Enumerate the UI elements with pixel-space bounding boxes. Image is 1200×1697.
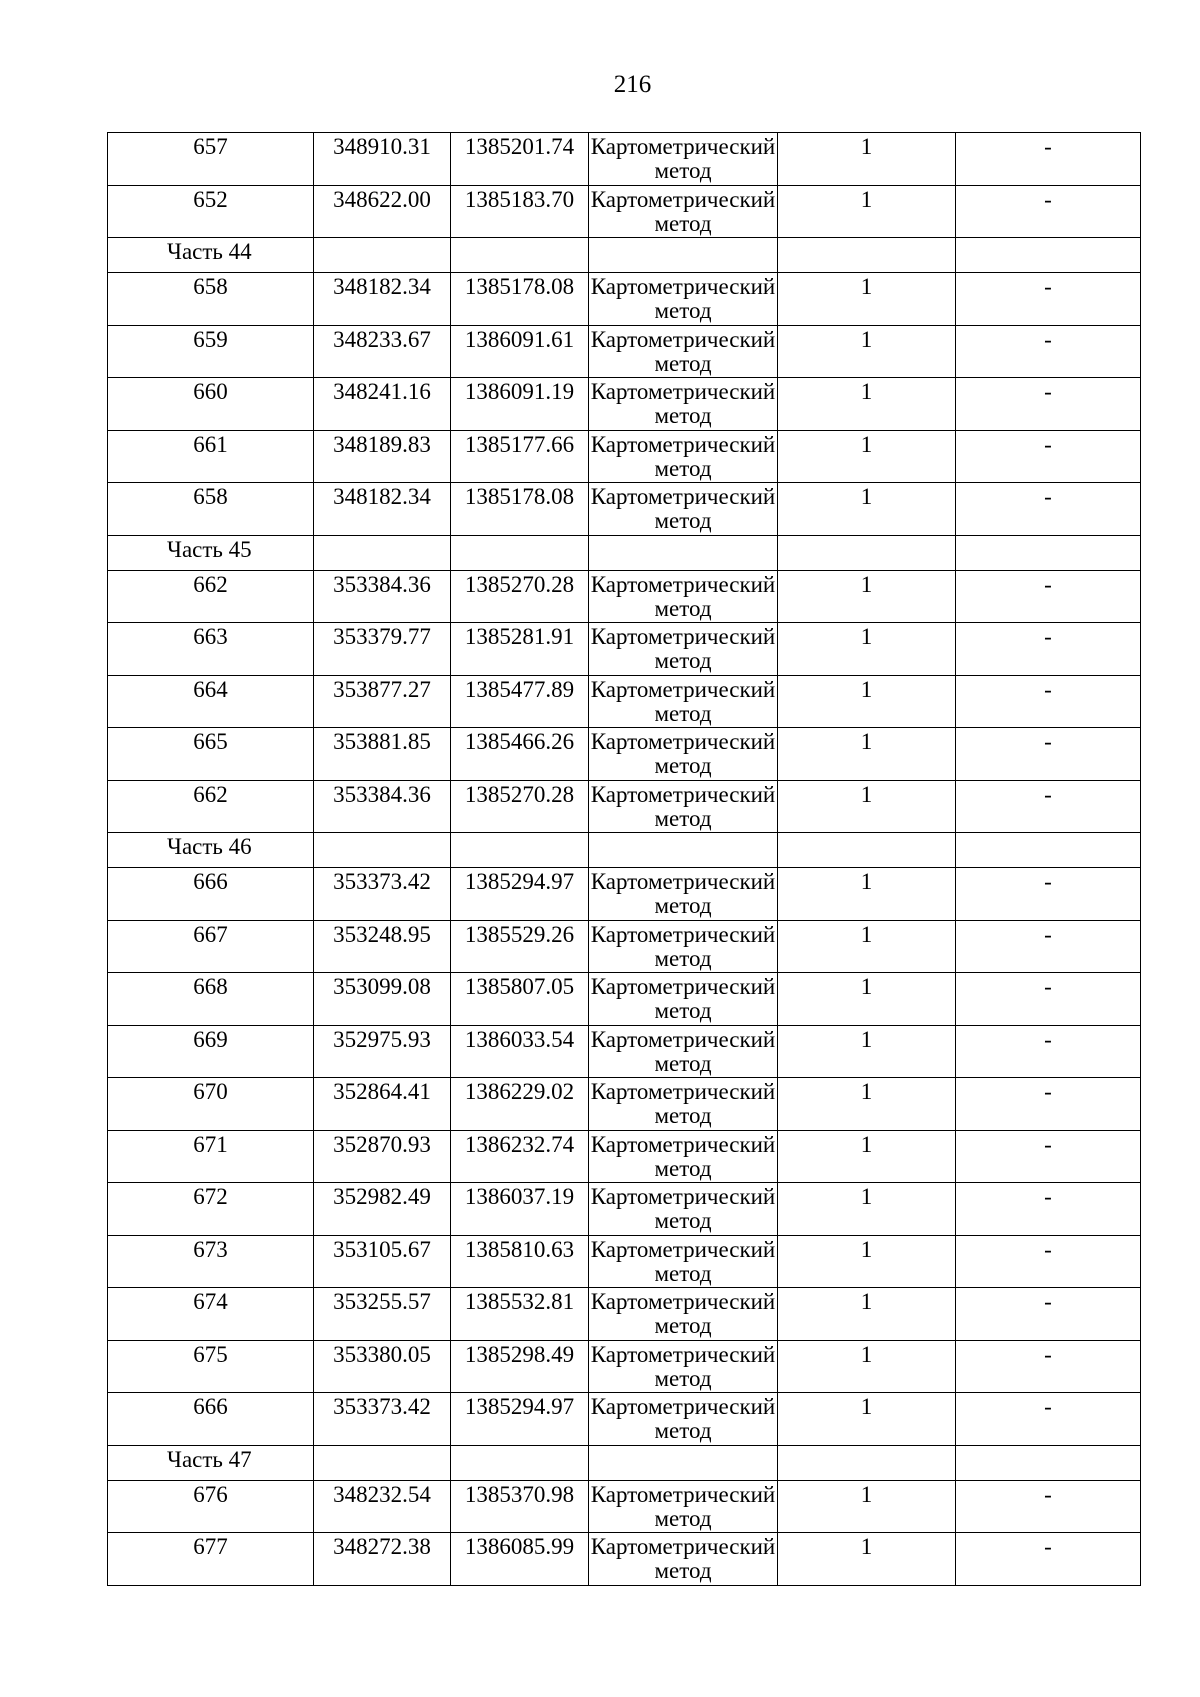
note-cell: - — [956, 1393, 1141, 1446]
empty-cell — [956, 1445, 1141, 1480]
accuracy-cell: 1 — [778, 133, 956, 186]
note-cell: - — [956, 973, 1141, 1026]
table-row — [108, 1340, 1141, 1393]
point-number-cell: 676 — [108, 1480, 314, 1533]
note-cell: - — [956, 728, 1141, 781]
point-number-cell: 668 — [108, 973, 314, 1026]
table-row — [108, 273, 1141, 326]
table-row — [108, 1288, 1141, 1341]
x-coordinate-cell: 353099.08 — [314, 973, 451, 1026]
point-number-cell: 677 — [108, 1533, 314, 1586]
note-cell: - — [956, 273, 1141, 326]
point-number-cell: 669 — [108, 1025, 314, 1078]
x-coordinate-cell: 348182.34 — [314, 273, 451, 326]
table-row — [108, 1533, 1141, 1586]
note-cell: - — [956, 185, 1141, 238]
table-row — [108, 570, 1141, 623]
x-coordinate-cell: 353881.85 — [314, 728, 451, 781]
y-coordinate-cell: 1386085.99 — [451, 1533, 589, 1586]
method-cell: Картометрический метод — [589, 973, 778, 1026]
table-row — [108, 675, 1141, 728]
accuracy-cell: 1 — [778, 570, 956, 623]
method-cell: Картометрический метод — [589, 185, 778, 238]
coordinates-table — [107, 132, 1141, 1586]
point-number-cell: 671 — [108, 1130, 314, 1183]
method-cell: Картометрический метод — [589, 1235, 778, 1288]
y-coordinate-cell: 1385177.66 — [451, 430, 589, 483]
method-cell: Картометрический метод — [589, 430, 778, 483]
point-number-cell: 659 — [108, 325, 314, 378]
x-coordinate-cell: 352975.93 — [314, 1025, 451, 1078]
table-row — [108, 185, 1141, 238]
method-cell: Картометрический метод — [589, 1393, 778, 1446]
x-coordinate-cell: 348182.34 — [314, 483, 451, 536]
part-label: Часть 46 — [108, 833, 314, 868]
point-number-cell: 658 — [108, 273, 314, 326]
empty-cell — [314, 1445, 451, 1480]
method-cell: Картометрический метод — [589, 1078, 778, 1131]
coordinates-table-body — [108, 133, 1141, 1586]
point-number-cell: 661 — [108, 430, 314, 483]
accuracy-cell: 1 — [778, 430, 956, 483]
point-number-cell: 670 — [108, 1078, 314, 1131]
x-coordinate-cell: 353877.27 — [314, 675, 451, 728]
note-cell: - — [956, 1130, 1141, 1183]
x-coordinate-cell: 353380.05 — [314, 1340, 451, 1393]
note-cell: - — [956, 780, 1141, 833]
note-cell: - — [956, 920, 1141, 973]
method-cell: Картометрический метод — [589, 1130, 778, 1183]
y-coordinate-cell: 1385466.26 — [451, 728, 589, 781]
x-coordinate-cell: 348241.16 — [314, 378, 451, 431]
empty-cell — [778, 833, 956, 868]
note-cell: - — [956, 868, 1141, 921]
point-number-cell: 666 — [108, 868, 314, 921]
x-coordinate-cell: 353373.42 — [314, 1393, 451, 1446]
note-cell: - — [956, 378, 1141, 431]
point-number-cell: 652 — [108, 185, 314, 238]
empty-cell — [314, 238, 451, 273]
point-number-cell: 672 — [108, 1183, 314, 1236]
point-number-cell: 664 — [108, 675, 314, 728]
method-cell: Картометрический метод — [589, 1183, 778, 1236]
table-row — [108, 868, 1141, 921]
method-cell: Картометрический метод — [589, 1480, 778, 1533]
x-coordinate-cell: 348272.38 — [314, 1533, 451, 1586]
y-coordinate-cell: 1385294.97 — [451, 868, 589, 921]
accuracy-cell: 1 — [778, 1393, 956, 1446]
part-header-row — [108, 238, 1141, 273]
part-label: Часть 45 — [108, 535, 314, 570]
accuracy-cell: 1 — [778, 868, 956, 921]
accuracy-cell: 1 — [778, 1130, 956, 1183]
accuracy-cell: 1 — [778, 325, 956, 378]
empty-cell — [589, 833, 778, 868]
empty-cell — [956, 833, 1141, 868]
x-coordinate-cell: 352864.41 — [314, 1078, 451, 1131]
y-coordinate-cell: 1385270.28 — [451, 780, 589, 833]
method-cell: Картометрический метод — [589, 1025, 778, 1078]
y-coordinate-cell: 1385477.89 — [451, 675, 589, 728]
part-header-row — [108, 833, 1141, 868]
table-row — [108, 430, 1141, 483]
table-row — [108, 920, 1141, 973]
table-row — [108, 623, 1141, 676]
empty-cell — [314, 535, 451, 570]
accuracy-cell: 1 — [778, 1183, 956, 1236]
table-row — [108, 483, 1141, 536]
x-coordinate-cell: 353255.57 — [314, 1288, 451, 1341]
table-row — [108, 1480, 1141, 1533]
accuracy-cell: 1 — [778, 973, 956, 1026]
y-coordinate-cell: 1385370.98 — [451, 1480, 589, 1533]
accuracy-cell: 1 — [778, 378, 956, 431]
table-row — [108, 1078, 1141, 1131]
note-cell: - — [956, 1235, 1141, 1288]
note-cell: - — [956, 133, 1141, 186]
y-coordinate-cell: 1386033.54 — [451, 1025, 589, 1078]
empty-cell — [589, 535, 778, 570]
y-coordinate-cell: 1385298.49 — [451, 1340, 589, 1393]
note-cell: - — [956, 325, 1141, 378]
empty-cell — [589, 238, 778, 273]
accuracy-cell: 1 — [778, 780, 956, 833]
method-cell: Картометрический метод — [589, 483, 778, 536]
y-coordinate-cell: 1386232.74 — [451, 1130, 589, 1183]
accuracy-cell: 1 — [778, 1340, 956, 1393]
table-row — [108, 1235, 1141, 1288]
note-cell: - — [956, 623, 1141, 676]
table-row — [108, 973, 1141, 1026]
y-coordinate-cell: 1386091.19 — [451, 378, 589, 431]
y-coordinate-cell: 1385532.81 — [451, 1288, 589, 1341]
note-cell: - — [956, 1480, 1141, 1533]
x-coordinate-cell: 348910.31 — [314, 133, 451, 186]
note-cell: - — [956, 1025, 1141, 1078]
x-coordinate-cell: 353373.42 — [314, 868, 451, 921]
x-coordinate-cell: 353105.67 — [314, 1235, 451, 1288]
method-cell: Картометрический метод — [589, 1533, 778, 1586]
y-coordinate-cell: 1386229.02 — [451, 1078, 589, 1131]
accuracy-cell: 1 — [778, 675, 956, 728]
x-coordinate-cell: 348189.83 — [314, 430, 451, 483]
accuracy-cell: 1 — [778, 623, 956, 676]
method-cell: Картометрический метод — [589, 868, 778, 921]
y-coordinate-cell: 1385183.70 — [451, 185, 589, 238]
method-cell: Картометрический метод — [589, 273, 778, 326]
empty-cell — [451, 833, 589, 868]
method-cell: Картометрический метод — [589, 623, 778, 676]
point-number-cell: 657 — [108, 133, 314, 186]
accuracy-cell: 1 — [778, 1533, 956, 1586]
y-coordinate-cell: 1385178.08 — [451, 273, 589, 326]
empty-cell — [589, 1445, 778, 1480]
part-label: Часть 44 — [108, 238, 314, 273]
accuracy-cell: 1 — [778, 273, 956, 326]
accuracy-cell: 1 — [778, 728, 956, 781]
note-cell: - — [956, 570, 1141, 623]
table-row — [108, 1025, 1141, 1078]
note-cell: - — [956, 483, 1141, 536]
x-coordinate-cell: 352870.93 — [314, 1130, 451, 1183]
y-coordinate-cell: 1385807.05 — [451, 973, 589, 1026]
method-cell: Картометрический метод — [589, 1288, 778, 1341]
empty-cell — [778, 535, 956, 570]
empty-cell — [778, 1445, 956, 1480]
y-coordinate-cell: 1385810.63 — [451, 1235, 589, 1288]
accuracy-cell: 1 — [778, 1288, 956, 1341]
note-cell: - — [956, 1183, 1141, 1236]
table-row — [108, 378, 1141, 431]
method-cell: Картометрический метод — [589, 133, 778, 186]
point-number-cell: 662 — [108, 780, 314, 833]
y-coordinate-cell: 1385281.91 — [451, 623, 589, 676]
table-row — [108, 1393, 1141, 1446]
accuracy-cell: 1 — [778, 920, 956, 973]
y-coordinate-cell: 1385270.28 — [451, 570, 589, 623]
part-header-row — [108, 535, 1141, 570]
page-number: 216 — [613, 71, 652, 98]
method-cell: Картометрический метод — [589, 728, 778, 781]
accuracy-cell: 1 — [778, 1078, 956, 1131]
accuracy-cell: 1 — [778, 1025, 956, 1078]
empty-cell — [451, 535, 589, 570]
empty-cell — [956, 238, 1141, 273]
empty-cell — [451, 238, 589, 273]
accuracy-cell: 1 — [778, 1235, 956, 1288]
x-coordinate-cell: 348622.00 — [314, 185, 451, 238]
point-number-cell: 674 — [108, 1288, 314, 1341]
empty-cell — [451, 1445, 589, 1480]
empty-cell — [778, 238, 956, 273]
point-number-cell: 667 — [108, 920, 314, 973]
table-row — [108, 780, 1141, 833]
note-cell: - — [956, 1288, 1141, 1341]
x-coordinate-cell: 353384.36 — [314, 780, 451, 833]
accuracy-cell: 1 — [778, 483, 956, 536]
table-row — [108, 325, 1141, 378]
y-coordinate-cell: 1385178.08 — [451, 483, 589, 536]
y-coordinate-cell: 1385529.26 — [451, 920, 589, 973]
x-coordinate-cell: 353248.95 — [314, 920, 451, 973]
y-coordinate-cell: 1386037.19 — [451, 1183, 589, 1236]
method-cell: Картометрический метод — [589, 570, 778, 623]
table-row — [108, 133, 1141, 186]
note-cell: - — [956, 675, 1141, 728]
note-cell: - — [956, 1533, 1141, 1586]
x-coordinate-cell: 348232.54 — [314, 1480, 451, 1533]
x-coordinate-cell: 348233.67 — [314, 325, 451, 378]
y-coordinate-cell: 1386091.61 — [451, 325, 589, 378]
method-cell: Картометрический метод — [589, 780, 778, 833]
part-label: Часть 47 — [108, 1445, 314, 1480]
method-cell: Картометрический метод — [589, 1340, 778, 1393]
point-number-cell: 675 — [108, 1340, 314, 1393]
method-cell: Картометрический метод — [589, 675, 778, 728]
empty-cell — [314, 833, 451, 868]
point-number-cell: 673 — [108, 1235, 314, 1288]
x-coordinate-cell: 352982.49 — [314, 1183, 451, 1236]
note-cell: - — [956, 1078, 1141, 1131]
table-row — [108, 1183, 1141, 1236]
y-coordinate-cell: 1385294.97 — [451, 1393, 589, 1446]
point-number-cell: 662 — [108, 570, 314, 623]
x-coordinate-cell: 353384.36 — [314, 570, 451, 623]
method-cell: Картометрический метод — [589, 325, 778, 378]
note-cell: - — [956, 430, 1141, 483]
x-coordinate-cell: 353379.77 — [314, 623, 451, 676]
table-row — [108, 728, 1141, 781]
point-number-cell: 665 — [108, 728, 314, 781]
note-cell: - — [956, 1340, 1141, 1393]
point-number-cell: 666 — [108, 1393, 314, 1446]
method-cell: Картометрический метод — [589, 920, 778, 973]
method-cell: Картометрический метод — [589, 378, 778, 431]
point-number-cell: 660 — [108, 378, 314, 431]
empty-cell — [956, 535, 1141, 570]
accuracy-cell: 1 — [778, 185, 956, 238]
point-number-cell: 658 — [108, 483, 314, 536]
point-number-cell: 663 — [108, 623, 314, 676]
table-row — [108, 1130, 1141, 1183]
accuracy-cell: 1 — [778, 1480, 956, 1533]
y-coordinate-cell: 1385201.74 — [451, 133, 589, 186]
part-header-row — [108, 1445, 1141, 1480]
